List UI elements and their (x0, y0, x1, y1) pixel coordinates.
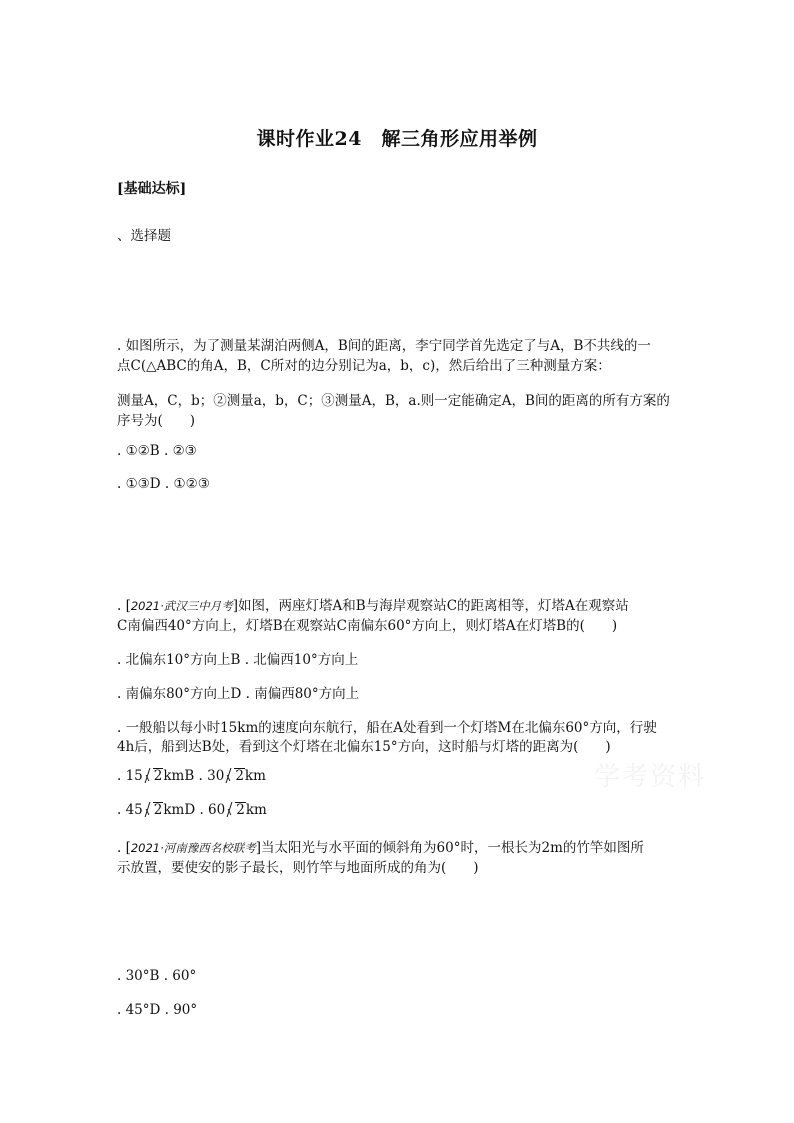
q2-options-cd: . 南偏东80°方向上D . 南偏西80°方向上 (117, 686, 360, 702)
q2-options-ab: . 北偏东10°方向上B . 北偏西10°方向上 (117, 652, 359, 668)
section-heading: [基础达标] (117, 181, 187, 197)
sqrt-symbol: 2 (144, 802, 164, 818)
sqrt-symbol: 2 (144, 768, 164, 784)
q3-option-b-unit: km (244, 768, 266, 784)
q1-options-ab: . ①②B . ②③ (117, 443, 197, 459)
q1-line-2: 点C(△ABC的角A，B，C所对的边分别记为a，b，c)，然后给出了三种测量方案： (117, 358, 611, 374)
sqrt-symbol: 2 (225, 768, 245, 784)
q3-line-1: . 一般船以每小时15km的速度向东航行，船在A处看到一个灯塔M在北偏东60°方向，行驶 (117, 720, 657, 736)
q1-line-3: 测量A，C，b；②测量a，b，C；③测量A，B，a.则一定能确定A，B间的距离的所有方案的 (117, 393, 670, 409)
q4-line-1 (117, 836, 644, 856)
q1-line-1: . 如图所示，为了测量某湖泊两侧A，B间的距离，李宁同学首先选定了与A，B不共线的一 (117, 338, 651, 354)
watermark: 学考资料 (594, 762, 707, 792)
sqrt-symbol: 2 (226, 802, 246, 818)
q2-line-1 (117, 594, 629, 614)
q1-options-cd: . ①③D . ①②③ (117, 476, 210, 492)
q3-options-cd (117, 802, 267, 818)
q4-options-ab: . 30°B . 60° (117, 968, 197, 984)
q3-option-a-value: . 15 (117, 768, 143, 784)
q2-prefix: . [ (117, 598, 131, 614)
q4-line-1-text: ]当太阳光与水平面的倾斜角为60°时，一根长为2m的竹竿如图所 (255, 840, 644, 856)
subsection-heading: 、选择题 (117, 228, 171, 244)
q2-line-1-text: ]如图，两座灯塔A和B与海岸观察站C的距离相等，灯塔A在观察站 (232, 598, 629, 614)
q4-line-2: 示放置，要使安的影子最长，则竹竿与地面所成的角为( ) (117, 860, 479, 876)
q4-source: 2021·河南豫西名校联考 (130, 841, 256, 855)
q4-options-cd: . 45°D . 90° (117, 1002, 198, 1018)
q1-line-4: 序号为( ) (117, 413, 196, 429)
page-title: 课时作业24 解三角形应用举例 (256, 128, 538, 150)
q3-option-d-unit: km (245, 802, 267, 818)
q3-option-c-value: . 45 (117, 802, 143, 818)
q4-prefix: . [ (117, 840, 131, 856)
q2-source: 2021·武汉三中月考 (130, 599, 233, 613)
q2-line-2: C南偏西40°方向上，灯塔B在观察站C南偏东60°方向上，则灯塔A在灯塔B的( ) (117, 618, 618, 634)
q3-line-2: 4h后，船到达B处，看到这个灯塔在北偏东15°方向，这时船与灯塔的距离为( ) (117, 739, 611, 755)
q3-option-b-value: kmB . 30 (163, 768, 225, 784)
q3-option-d-value: kmD . 60 (163, 802, 226, 818)
q3-options-ab (117, 768, 266, 784)
